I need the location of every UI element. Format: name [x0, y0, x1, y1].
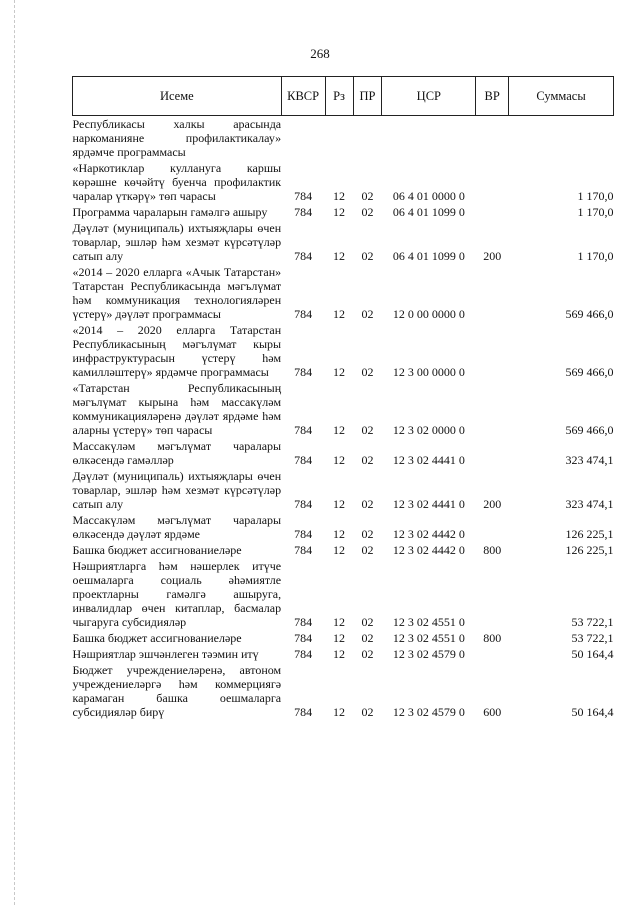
- row-pr: 02: [361, 615, 374, 629]
- table-row: [73, 512, 614, 542]
- row-csr: 12 3 02 4442 0: [392, 543, 465, 557]
- row-sum: 569 466,0: [565, 365, 614, 379]
- table-row: [73, 468, 614, 512]
- table-row: [73, 630, 614, 646]
- table-row: [73, 116, 614, 161]
- row-sum: 1 170,0: [577, 249, 614, 263]
- row-name: Дәүләт (муниципаль) ихтыяҗлары өчен товарлар, эшләр һәм хезмәт күрсәтүләр сатып алу: [72, 221, 282, 263]
- header-name: Исеме: [73, 77, 282, 116]
- header-csr: ЦСР: [382, 77, 476, 116]
- header-kvsr: КВСР: [281, 77, 325, 116]
- row-name: Бюджет учреждениеләренә, автоном учреждениеләргә һәм коммерциягә карамаган башка оешмаларга субсидияләр бирү: [72, 663, 282, 719]
- row-pr: 02: [361, 453, 374, 467]
- row-kvsr: 784: [294, 453, 313, 467]
- row-rz: 12: [333, 705, 346, 719]
- row-sum: 1 170,0: [577, 189, 614, 203]
- row-rz: 12: [333, 307, 346, 321]
- row-kvsr: 784: [294, 497, 313, 511]
- table-row: [73, 160, 614, 204]
- row-csr: 12 3 02 4551 0: [392, 615, 465, 629]
- row-sum: 569 466,0: [565, 307, 614, 321]
- header-vr: ВР: [476, 77, 509, 116]
- row-name: Массакүләм мәгълүмат чаралары өлкәсендә гамәлләр: [72, 439, 282, 467]
- row-rz: 12: [333, 631, 346, 645]
- row-kvsr: [281, 116, 325, 161]
- row-vr: 800: [483, 543, 502, 557]
- row-kvsr: 784: [294, 205, 313, 219]
- binding-margin-line: [14, 0, 15, 905]
- row-pr: [353, 116, 382, 161]
- row-pr: 02: [361, 705, 374, 719]
- table-row: [73, 220, 614, 264]
- table-row: [73, 558, 614, 630]
- table-row: [73, 264, 614, 322]
- row-sum: 53 722,1: [571, 615, 614, 629]
- row-csr: 12 3 02 4441 0: [392, 497, 465, 511]
- row-pr: 02: [361, 543, 374, 557]
- row-kvsr: 784: [294, 527, 313, 541]
- row-sum: 53 722,1: [571, 631, 614, 645]
- row-sum: 50 164,4: [571, 647, 614, 661]
- row-rz: 12: [333, 615, 346, 629]
- row-name: Нәшриятларга һәм нәшерлек итүче оешмаларга социаль әһәмиятле проектларны гамәлгә ашыруга, инвалидлар өчен китаплар, басмалар чыгаруга субсидияләр: [72, 559, 282, 629]
- row-pr: 02: [361, 647, 374, 661]
- row-rz: 12: [333, 453, 346, 467]
- row-vr: [476, 116, 509, 161]
- row-csr: 12 3 02 0000 0: [392, 423, 465, 437]
- row-csr: 12 3 02 4551 0: [392, 631, 465, 645]
- table-row: [73, 438, 614, 468]
- row-rz: 12: [333, 543, 346, 557]
- row-rz: 12: [333, 205, 346, 219]
- row-rz: 12: [333, 527, 346, 541]
- row-vr: [476, 264, 509, 322]
- row-sum: 323 474,1: [565, 497, 614, 511]
- row-kvsr: 784: [294, 189, 313, 203]
- row-pr: 02: [361, 423, 374, 437]
- row-csr: 12 3 02 4579 0: [392, 705, 465, 719]
- row-rz: [325, 116, 353, 161]
- row-kvsr: 784: [294, 423, 313, 437]
- row-pr: 02: [361, 205, 374, 219]
- table-row: [73, 646, 614, 662]
- row-vr: [476, 512, 509, 542]
- row-vr: 200: [483, 497, 502, 511]
- header-pr: ПР: [353, 77, 382, 116]
- row-vr: [476, 322, 509, 380]
- row-pr: 02: [361, 497, 374, 511]
- row-rz: 12: [333, 249, 346, 263]
- row-pr: 02: [361, 631, 374, 645]
- row-csr: 12 3 02 4442 0: [392, 527, 465, 541]
- row-sum: 126 225,1: [565, 543, 614, 557]
- row-vr: [476, 204, 509, 220]
- row-sum: 323 474,1: [565, 453, 614, 467]
- row-sum: [509, 116, 614, 161]
- row-csr: 12 0 00 0000 0: [392, 307, 465, 321]
- table-row: [73, 204, 614, 220]
- row-csr: 06 4 01 0000 0: [392, 189, 465, 203]
- row-rz: 12: [333, 189, 346, 203]
- row-name: «2014 – 2020 елларга «Ачык Татарстан» Татарстан Республикасында мәгълүмат һәм коммуникация технологияләрен үстерү» дәүләт программасы: [72, 265, 282, 321]
- row-rz: 12: [333, 423, 346, 437]
- row-kvsr: 784: [294, 307, 313, 321]
- row-vr: [476, 558, 509, 630]
- table-header-row: [73, 77, 614, 116]
- row-kvsr: 784: [294, 631, 313, 645]
- row-kvsr: 784: [294, 705, 313, 719]
- row-rz: 12: [333, 365, 346, 379]
- row-kvsr: 784: [294, 249, 313, 263]
- row-sum: 126 225,1: [565, 527, 614, 541]
- row-kvsr: 784: [294, 647, 313, 661]
- row-name: Башка бюджет ассигнованиеләре: [72, 543, 242, 557]
- row-vr: [476, 438, 509, 468]
- row-pr: 02: [361, 189, 374, 203]
- row-csr: 12 3 02 4579 0: [392, 647, 465, 661]
- row-kvsr: 784: [294, 543, 313, 557]
- row-csr: 06 4 01 1099 0: [392, 205, 465, 219]
- row-sum: 1 170,0: [577, 205, 614, 219]
- row-sum: 50 164,4: [571, 705, 614, 719]
- row-pr: 02: [361, 307, 374, 321]
- row-pr: 02: [361, 365, 374, 379]
- row-vr: [476, 646, 509, 662]
- table-row: [73, 662, 614, 720]
- row-pr: 02: [361, 527, 374, 541]
- row-name: Республикасы халкы арасында наркоманияне профилактикалау» ярдәмче программасы: [72, 117, 282, 159]
- row-name: Дәүләт (муниципаль) ихтыяҗлары өчен товарлар, эшләр һәм хезмәт күрсәтүләр сатып алу: [72, 469, 282, 511]
- row-name: Башка бюджет ассигнованиеләре: [72, 631, 242, 645]
- row-kvsr: 784: [294, 615, 313, 629]
- row-rz: 12: [333, 647, 346, 661]
- row-kvsr: 784: [294, 365, 313, 379]
- row-name: Программа чараларын гамәлгә ашыру: [72, 205, 268, 219]
- row-csr: 12 3 00 0000 0: [392, 365, 465, 379]
- row-name: «Татарстан Республикасының мәгълүмат кырына һәм массакүләм коммуникацияләренә дәүләт ярдәме һәм аларны үстерү» төп чарасы: [72, 381, 282, 437]
- row-vr: 800: [483, 631, 502, 645]
- budget-table: [72, 76, 614, 720]
- row-rz: 12: [333, 497, 346, 511]
- row-vr: [476, 160, 509, 204]
- row-csr: [382, 116, 476, 161]
- table-row: [73, 322, 614, 380]
- row-name: «Наркотиклар кулланугa каршы көрәшне көчәйтү буенча профилактик чаралар үткәрү» төп чарасы: [72, 161, 282, 203]
- table-row: [73, 380, 614, 438]
- row-csr: 06 4 01 1099 0: [392, 249, 465, 263]
- header-sum: Суммасы: [509, 77, 614, 116]
- row-name: Массакүләм мәгълүмат чаралары өлкәсендә дәүләт ярдәме: [72, 513, 282, 541]
- row-vr: [476, 380, 509, 438]
- row-vr: 600: [483, 705, 502, 719]
- table-row: [73, 542, 614, 558]
- page-number: 268: [310, 46, 330, 61]
- row-name: «2014 – 2020 елларга Татарстан Республикасының мәгълүмат кыры инфраструктурасын үстерү һәм камилләштерү» ярдәмче программасы: [72, 323, 282, 379]
- row-csr: 12 3 02 4441 0: [392, 453, 465, 467]
- row-sum: 569 466,0: [565, 423, 614, 437]
- row-name: Нәшриятлар эшчәнлеген тәэмин итү: [72, 647, 259, 661]
- header-rz: Рз: [325, 77, 353, 116]
- row-vr: 200: [483, 249, 502, 263]
- row-pr: 02: [361, 249, 374, 263]
